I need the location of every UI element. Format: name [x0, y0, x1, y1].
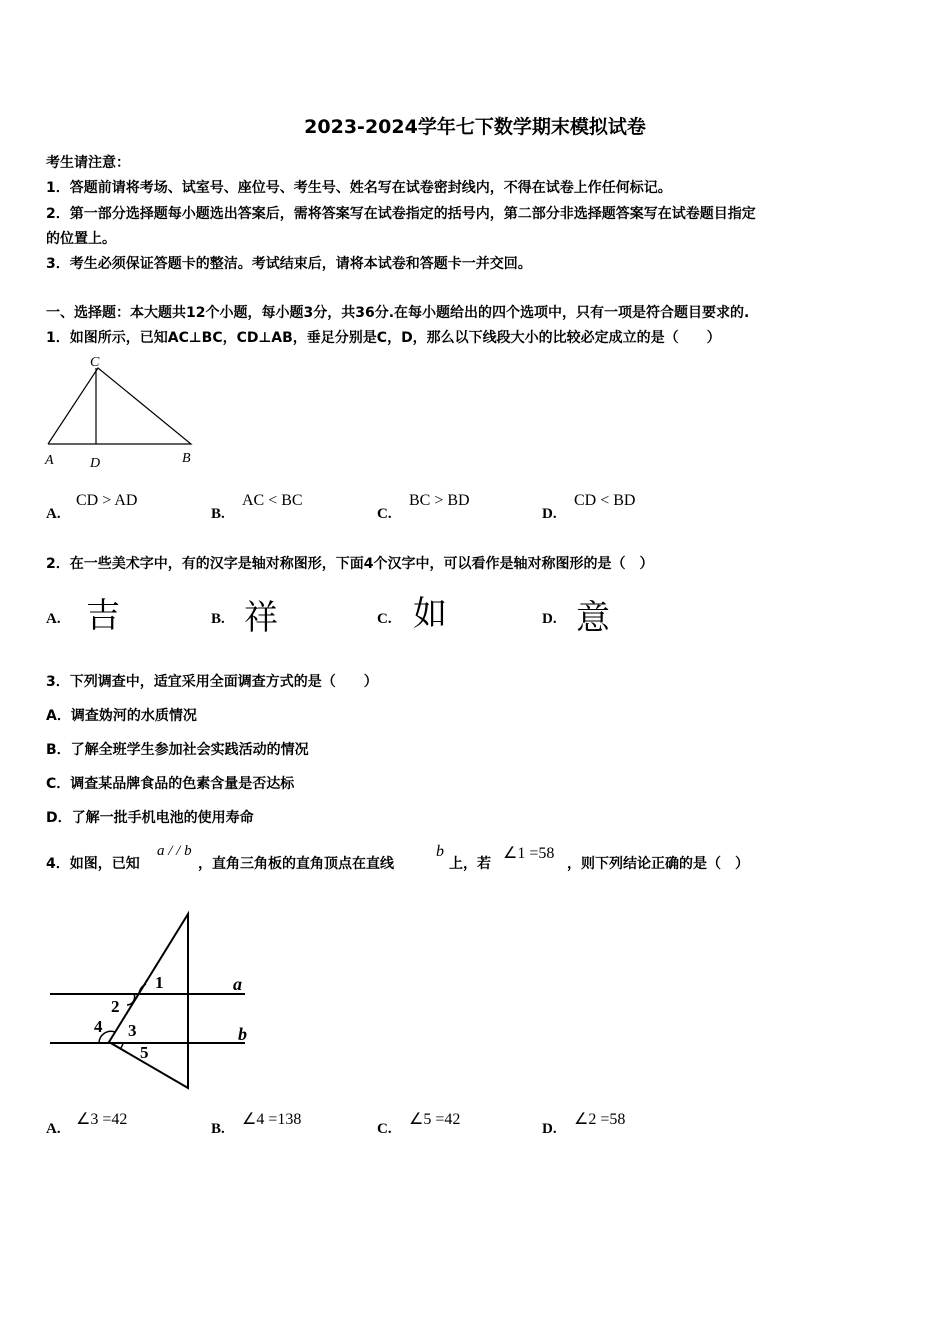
- question-2-text: 2．在一些美术字中，有的汉字是轴对称图形，下面4个汉字中，可以看作是轴对称图形的是（ ）: [46, 556, 654, 572]
- question-1-text: 1．如图所示，已知AC⊥BC，CD⊥AB，垂足分别是C，D，那么以下线段大小的比较必定成立的是（ ）: [46, 330, 721, 346]
- question-3-text: 3．下列调查中，适宜采用全面调查方式的是（ ）: [46, 674, 378, 690]
- q2-option-c-letter: C.: [377, 611, 392, 627]
- q2-option-a-char: 吉: [86, 596, 120, 636]
- q4-line-b: b: [436, 843, 444, 860]
- notice-item-2-line-1: 2．第一部分选择题每小题选出答案后，需将答案写在试卷指定的括号内，第二部分非选择题答案写在试卷题目指定: [46, 206, 756, 222]
- q2-option-d-letter: D.: [542, 611, 557, 627]
- q4-option-d-expr: ∠2 =58: [574, 1111, 626, 1128]
- q2-option-a-letter: A.: [46, 611, 61, 627]
- section-heading: 一、选择题：本大题共12个小题，每小题3分，共36分.在每小题给出的四个选项中，只有一项是符合题目要求的.: [46, 305, 750, 321]
- q2-option-d-char: 意: [576, 598, 610, 638]
- q1-option-c-expr: BC > BD: [409, 492, 470, 509]
- q4-angle-given: ∠1 =58: [503, 845, 555, 862]
- notice-heading: 考生请注意：: [46, 155, 130, 171]
- notice-item-1: 1．答题前请将考场、试室号、座位号、考生号、姓名写在试卷密封线内，不得在试卷上作任何标记。: [46, 180, 672, 196]
- q4-option-b-expr: ∠4 =138: [242, 1111, 302, 1128]
- question-4-part-2: ，直角三角板的直角顶点在直线: [198, 856, 394, 872]
- q3-option-c: C．调查某品牌食品的色素含量是否达标: [46, 776, 295, 792]
- label-b: B: [182, 451, 191, 466]
- angle-label-2: 2: [111, 997, 120, 1016]
- q4-option-d-letter: D.: [542, 1121, 557, 1137]
- q4-option-c-letter: C.: [377, 1121, 392, 1137]
- q1-option-d-letter: D.: [542, 506, 557, 522]
- q1-option-c-letter: C.: [377, 506, 392, 522]
- q4-option-b-letter: B.: [211, 1121, 225, 1137]
- q1-option-b-expr: AC < BC: [242, 492, 303, 509]
- question-4-part-1: 4．如图，已知: [46, 856, 140, 872]
- page-title: 2023-2024学年七下数学期末模拟试卷: [304, 116, 646, 138]
- q4-option-a-expr: ∠3 =42: [76, 1111, 128, 1128]
- angle-label-5: 5: [140, 1043, 149, 1062]
- question-1-figure: [40, 352, 210, 474]
- question-4-figure: [45, 908, 275, 1090]
- q1-option-b-letter: B.: [211, 506, 225, 522]
- q3-option-d: D．了解一批手机电池的使用寿命: [46, 810, 254, 826]
- line-label-b: b: [238, 1024, 247, 1044]
- label-d: D: [90, 456, 101, 471]
- question-4-part-4: ，则下列结论正确的是（ ）: [567, 856, 749, 872]
- q1-option-a-letter: A.: [46, 506, 61, 522]
- notice-item-3: 3．考生必须保证答题卡的整洁。考试结束后，请将本试卷和答题卡一并交回。: [46, 256, 532, 272]
- notice-item-2-line-2: 的位置上。: [46, 231, 116, 247]
- q1-option-a-expr: CD > AD: [76, 492, 138, 509]
- q2-option-b-char: 祥: [244, 598, 278, 638]
- right-triangle-ruler: [109, 914, 188, 1088]
- q1-option-d-expr: CD < BD: [574, 492, 636, 509]
- label-c: C: [90, 355, 100, 370]
- angle-label-1: 1: [155, 973, 164, 992]
- q2-option-b-letter: B.: [211, 611, 225, 627]
- label-a: A: [45, 453, 54, 468]
- q2-option-c-char: 如: [413, 594, 447, 634]
- angle-label-4: 4: [94, 1017, 103, 1036]
- q4-option-c-expr: ∠5 =42: [409, 1111, 461, 1128]
- q3-option-a: A．调查妫河的水质情况: [46, 708, 197, 724]
- q4-parallel-expr: a / / b: [157, 843, 192, 859]
- question-4-part-3: 上，若: [449, 856, 491, 872]
- angle-label-3: 3: [128, 1021, 137, 1040]
- q4-option-a-letter: A.: [46, 1121, 61, 1137]
- line-label-a: a: [233, 974, 242, 994]
- q3-option-b: B．了解全班学生参加社会实践活动的情况: [46, 742, 309, 758]
- triangle-abc: [48, 368, 191, 444]
